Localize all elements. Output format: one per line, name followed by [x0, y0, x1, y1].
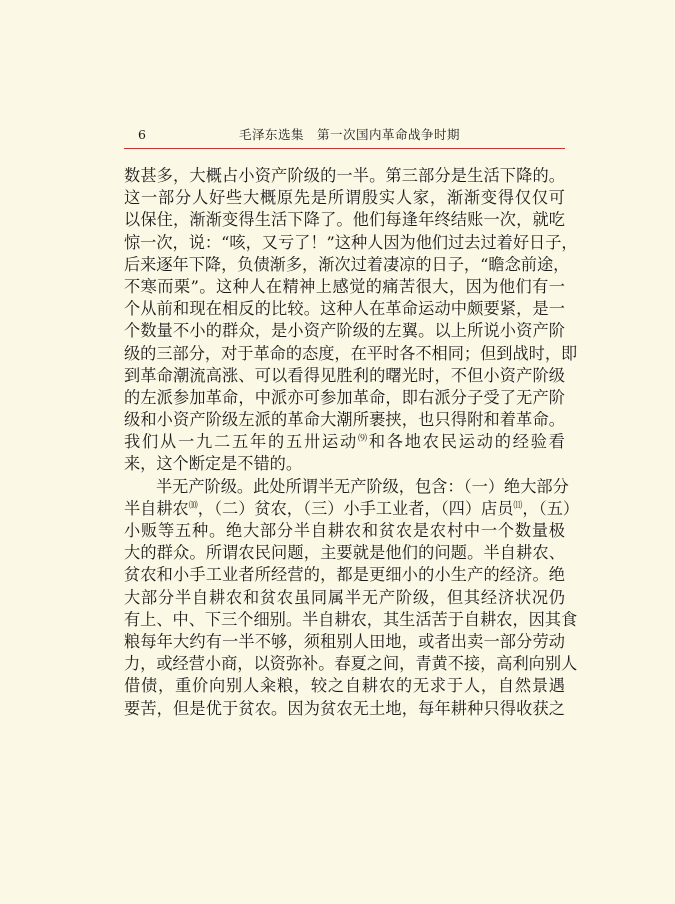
- text-line: 大的群众。所谓农民问题，主要就是他们的问题。半自耕农、: [124, 543, 565, 563]
- text-segment: ，（二）贫农，（三）小手工业者，（四）店员: [197, 498, 514, 518]
- text-line: 小贩等五种。绝大部分半自耕农和贫农是农村中一个数量极: [124, 521, 565, 540]
- text-line: 的左派参加革命，中派亦可参加革命，即右派分子受了无产阶: [124, 387, 565, 407]
- body-text: [124, 165, 580, 720]
- text-line: 级的三部分，对于革命的态度，在平时各不相同；但到战时，即: [124, 343, 578, 363]
- text-line: 半无产阶级。此处所谓半无产阶级，包含：（一）绝大部分: [156, 476, 569, 496]
- text-line: 要苦，但是优于贫农。因为贫农无土地，每年耕种只得收获之: [124, 698, 565, 718]
- text-segment: ，（五）: [522, 498, 580, 518]
- text-line: 借债，重价向别人籴粮，较之自耕农的无求于人，自然景遇: [124, 676, 565, 696]
- running-title: 毛泽东选集 第一次国内革命战争时期: [239, 127, 461, 142]
- footnote-marker-9[interactable]: ⑼: [358, 434, 369, 445]
- text-line: 来，这个断定是不错的。: [124, 454, 303, 474]
- footnote-marker-11[interactable]: ⑾: [513, 500, 523, 511]
- page-header: [124, 124, 564, 146]
- text-line: 力，或经营小商，以资弥补。春夏之间，青黄不接，高利向别人: [124, 654, 578, 674]
- text-line: 粮每年大约有一半不够，须租别人田地，或者出卖一部分劳动: [124, 631, 565, 651]
- text-line: 这一部分人好些大概原先是所谓殷实人家，渐渐变得仅仅可: [124, 188, 565, 208]
- text-line: 有上、中、下三个细别。半自耕农，其生活苦于自耕农，因其食: [124, 609, 578, 629]
- page-number: 6: [138, 127, 146, 142]
- text-segment: 我们从一九二五年的五卅运动: [124, 432, 358, 452]
- text-line: 惊一次，说：“咳，又亏了！”这种人因为他们过去过着好日子，: [124, 232, 578, 252]
- text-line: 不寒而栗”。这种人在精神上感觉的痛苦很大，因为他们有一: [124, 276, 565, 296]
- text-line: 后来逐年下降，负债渐多，渐次过着凄凉的日子，“瞻念前途，: [124, 254, 570, 274]
- text-line: 个数量不小的群众，是小资产阶级的左翼。以上所说小资产阶: [124, 321, 565, 341]
- text-line: 级和小资产阶级左派的革命大潮所裹挟，也只得附和着革命。: [124, 410, 565, 430]
- text-line-with-note: [124, 431, 565, 453]
- text-line: 数甚多，大概占小资产阶级的一半。第三部分是生活下降的。: [124, 166, 565, 185]
- text-line: 贫农和小手工业者所经营的，都是更细小的小生产的经济。绝: [124, 565, 565, 585]
- text-segment: 半自耕农: [124, 498, 189, 518]
- footnote-marker-10[interactable]: ⑽: [188, 500, 198, 511]
- text-line-with-notes: [124, 498, 580, 520]
- text-line: 大部分半自耕农和贫农虽同属半无产阶级，但其经济状况仍: [124, 587, 565, 607]
- text-line: 以保住，渐渐变得生活下降了。他们每逢年终结账一次，就吃: [124, 210, 565, 230]
- text-line: 个从前和现在相反的比较。这种人在革命运动中颇要紧，是一: [124, 299, 565, 319]
- paragraph-2: [124, 476, 580, 720]
- text-line: 到革命潮流高涨、可以看得见胜利的曙光时，不但小资产阶级: [124, 365, 565, 385]
- text-segment: 和各地农民运动的经验看: [368, 432, 565, 452]
- paragraph-1: [124, 165, 578, 476]
- header-rule: [124, 148, 565, 149]
